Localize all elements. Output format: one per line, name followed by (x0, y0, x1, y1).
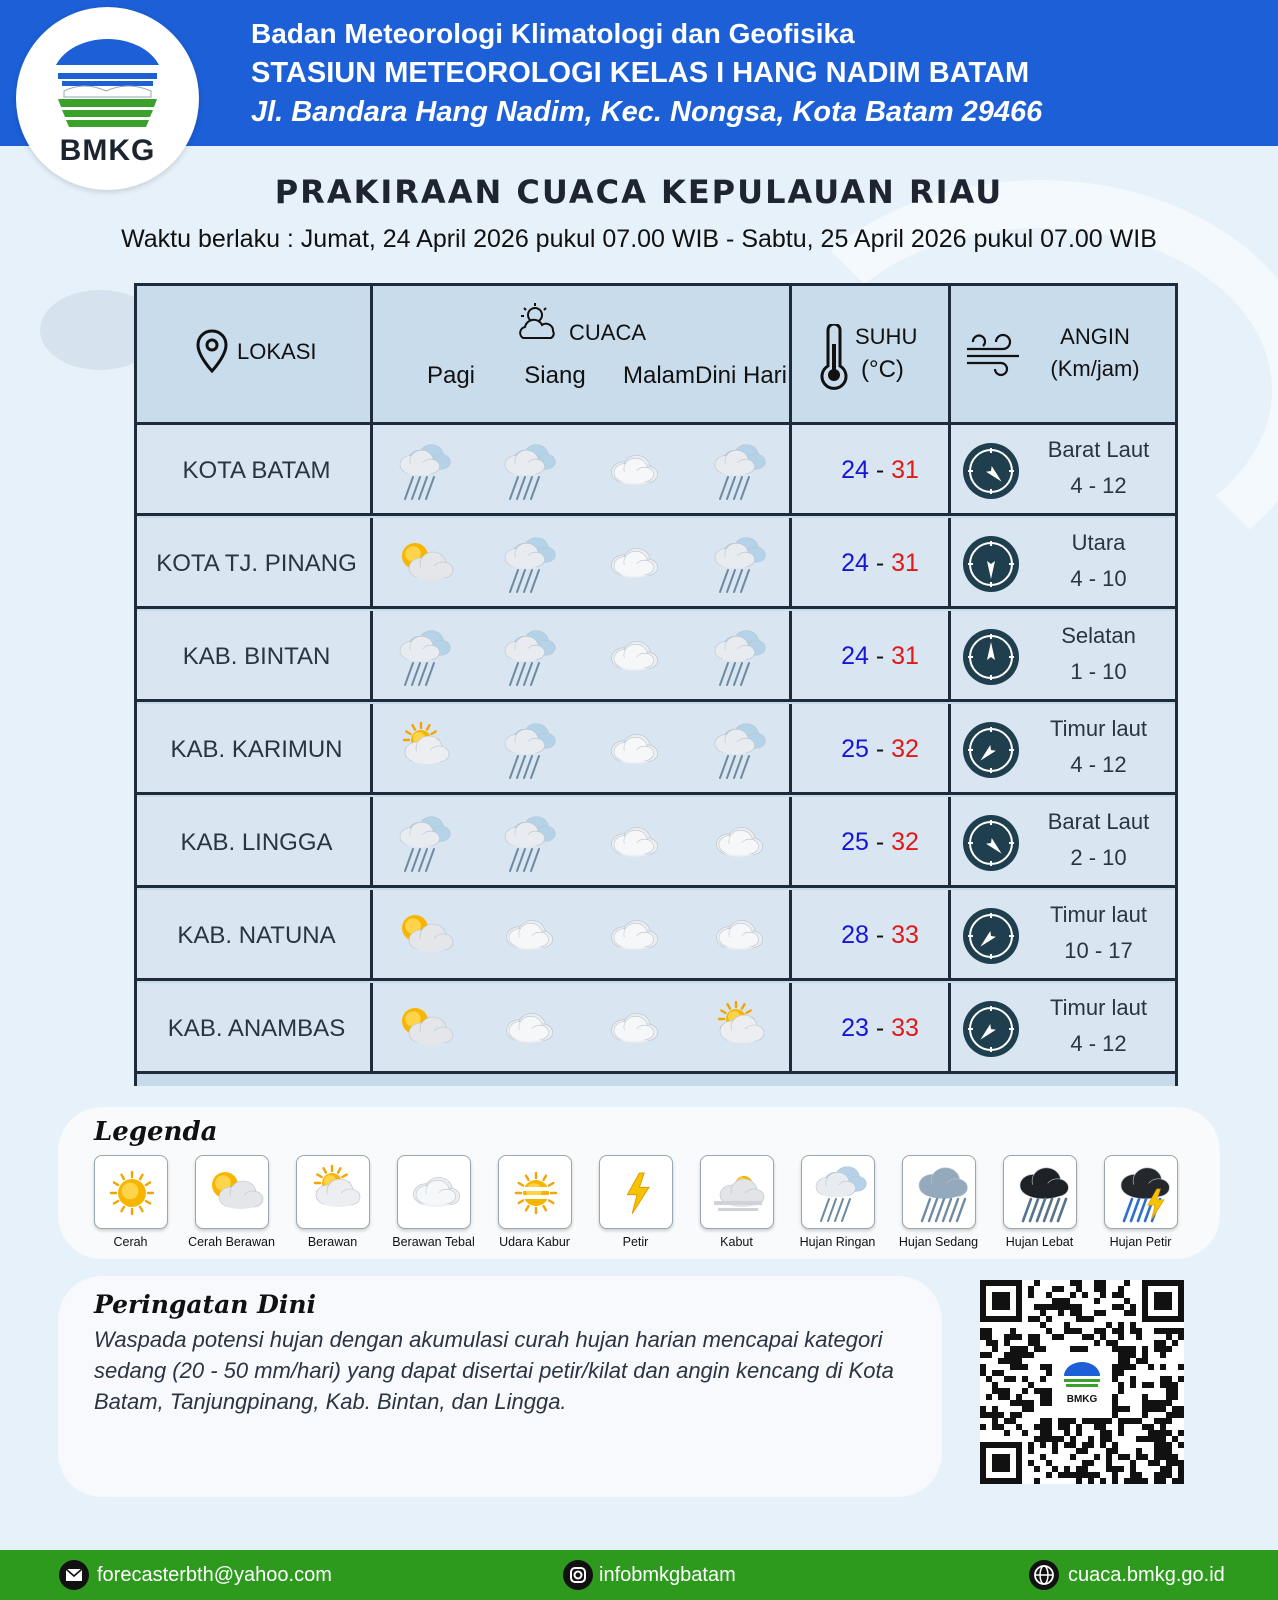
temp-separator: - (868, 642, 892, 670)
location-name: KOTA TJ. PINANG (156, 550, 357, 577)
berawan-tebal-icon (601, 532, 665, 596)
early-warning-panel (58, 1276, 942, 1497)
temp-separator: - (868, 828, 892, 856)
udara-kabur-icon (499, 1156, 573, 1230)
temp-max: 31 (891, 642, 919, 670)
location-name: KOTA BATAM (182, 457, 331, 484)
legend-label: Petir (622, 1235, 649, 1249)
legend-label: Cerah Berawan (188, 1235, 275, 1249)
temp-separator: - (868, 456, 892, 484)
wind-speed: 10 - 17 (1064, 938, 1133, 963)
hujan-ringan-icon (496, 532, 560, 596)
temperature-range (801, 797, 959, 888)
header-divider (370, 286, 373, 425)
wind-speed: 4 - 12 (1070, 473, 1127, 498)
col-location-label: LOKASI (237, 339, 317, 364)
legend-title: Legenda (94, 1117, 218, 1147)
legend-icon-box (801, 1155, 875, 1229)
hujan-ringan-icon (391, 439, 455, 503)
table-row (137, 518, 1175, 609)
qr-logo-text: BMKG (1066, 1394, 1098, 1405)
legend-item (80, 1155, 181, 1249)
wind-direction: Timur laut (1050, 995, 1147, 1020)
compass-icon (962, 1000, 1020, 1058)
row-divider (789, 797, 792, 888)
location-name: KAB. ANAMBAS (167, 1015, 346, 1042)
petir-icon (600, 1156, 674, 1230)
kabut-icon (701, 1156, 775, 1230)
temp-max: 33 (891, 1014, 919, 1042)
row-divider (789, 983, 792, 1074)
footer-bar (0, 1550, 1278, 1600)
legend-item (181, 1155, 282, 1249)
legend-icon-box (94, 1155, 168, 1229)
legend-icon-box (1104, 1155, 1178, 1229)
cerah-icon (95, 1156, 169, 1230)
row-divider (789, 890, 792, 981)
berawan-icon (391, 718, 455, 782)
wind-direction: Utara (1071, 530, 1126, 555)
table-row (137, 425, 1175, 516)
footer-email[interactable]: forecasterbth@yahoo.com (97, 1564, 332, 1586)
temp-min: 25 (841, 735, 869, 763)
compass-icon (962, 814, 1020, 872)
table-header (137, 286, 1175, 425)
location-name: KAB. NATUNA (177, 922, 336, 949)
wind-direction: Barat Laut (1047, 809, 1150, 834)
legend-icon-box (195, 1155, 269, 1229)
wind-speed: 4 - 10 (1070, 566, 1127, 591)
compass-icon (962, 721, 1020, 779)
compass-icon (962, 907, 1020, 965)
cerah-berawan-icon (391, 997, 455, 1061)
legend-panel (58, 1107, 1220, 1259)
footer-website[interactable]: cuaca.bmkg.go.id (1068, 1564, 1225, 1586)
temp-separator: - (868, 921, 892, 949)
page-title: PRAKIRAAN CUACA KEPULAUAN RIAU (274, 173, 1004, 211)
row-divider (789, 704, 792, 795)
col-wind-unit: (Km/jam) (1050, 356, 1140, 381)
compass-icon (962, 442, 1020, 500)
berawan-tebal-icon (706, 811, 770, 875)
wind-icon (963, 331, 1025, 377)
row-divider (789, 611, 792, 702)
qr-code[interactable] (980, 1280, 1184, 1484)
temp-max: 32 (891, 828, 919, 856)
wind-direction: Selatan (1061, 623, 1136, 648)
berawan-tebal-icon (601, 718, 665, 782)
header-divider (948, 286, 951, 425)
legend-item (888, 1155, 989, 1249)
temp-separator: - (868, 1014, 892, 1042)
compass-icon (962, 535, 1020, 593)
warning-title: Peringatan Dini (94, 1290, 317, 1319)
hujan-ringan-icon (496, 811, 560, 875)
legend-label: Cerah (113, 1235, 148, 1249)
legend-label: Udara Kabur (499, 1235, 570, 1249)
hujan-ringan-icon (706, 718, 770, 782)
temp-max: 32 (891, 735, 919, 763)
temperature-range (801, 983, 959, 1074)
legend-icon-box (599, 1155, 673, 1229)
berawan-icon (706, 997, 770, 1061)
temperature-range (801, 704, 959, 795)
hujan-ringan-icon (391, 811, 455, 875)
location-name: KAB. BINTAN (182, 643, 331, 670)
hujan-ringan-icon (496, 625, 560, 689)
email-icon (59, 1560, 89, 1590)
temperature-range (801, 611, 959, 702)
temp-max: 31 (891, 456, 919, 484)
partly-cloudy-icon (515, 302, 559, 342)
header-address: Jl. Bandara Hang Nadim, Kec. Nongsa, Kota Batam 29466 (251, 96, 1043, 128)
table-row (137, 704, 1175, 795)
temp-separator: - (868, 549, 892, 577)
location-name: KAB. LINGGA (180, 829, 333, 856)
col-temp-unit: (°C) (861, 356, 904, 383)
table-row (137, 797, 1175, 888)
hujan-ringan-icon (496, 718, 560, 782)
hujan-ringan-icon (391, 625, 455, 689)
header-station-name: STASIUN METEOROLOGI KELAS I HANG NADIM BATAM (251, 57, 1030, 89)
legend-icon-box (498, 1155, 572, 1229)
temp-separator: - (868, 735, 892, 763)
table-row (137, 983, 1175, 1074)
wind-speed: 4 - 12 (1070, 752, 1127, 777)
temp-max: 31 (891, 549, 919, 577)
temperature-range (801, 425, 959, 516)
period-malam: Malam (622, 362, 695, 389)
legend-icon-box (397, 1155, 471, 1229)
qr-code-icon (980, 1280, 1184, 1484)
hujan-ringan-icon (496, 439, 560, 503)
globe-icon (1029, 1560, 1059, 1590)
legend-label: Hujan Petir (1109, 1235, 1172, 1249)
cerah-berawan-icon (196, 1156, 270, 1230)
legend-label: Hujan Sedang (898, 1235, 979, 1249)
warning-text: Waspada potensi hujan dengan akumulasi curah hujan harian mencapai kategori sedang (20 - 50 mm/hari) yang dapat disertai petir/kilat dan angin kencang di Kota Batam, Tanjungpinang, Kab. Bintan, dan Lingga. (94, 1327, 894, 1414)
berawan-tebal-icon (601, 625, 665, 689)
period-siang: Siang (524, 362, 586, 389)
header-org-name: Badan Meteorologi Klimatologi dan Geofisika (251, 18, 855, 49)
forecast-table (134, 283, 1178, 1086)
berawan-tebal-icon (496, 904, 560, 968)
temperature-range (801, 890, 959, 981)
hujan-ringan-icon (706, 439, 770, 503)
location-pin-icon (195, 328, 229, 374)
wind-speed: 1 - 10 (1070, 659, 1127, 684)
legend-label: Hujan Lebat (1005, 1235, 1074, 1249)
temperature-range (801, 518, 959, 609)
legend-icon-box (1003, 1155, 1077, 1229)
col-weather-label: CUACA (569, 320, 647, 345)
legend-label: Hujan Ringan (799, 1235, 876, 1249)
cerah-berawan-icon (391, 532, 455, 596)
legend-item (585, 1155, 686, 1249)
berawan-tebal-icon (398, 1156, 472, 1230)
berawan-tebal-icon (601, 811, 665, 875)
temp-min: 24 (841, 456, 869, 484)
temp-min: 23 (841, 1014, 869, 1042)
berawan-tebal-icon (601, 439, 665, 503)
legend-item (282, 1155, 383, 1249)
period-dini-hari: Dini Hari (694, 362, 787, 389)
wind-speed: 2 - 10 (1070, 845, 1127, 870)
col-temp-label: SUHU (855, 324, 918, 349)
hujan-ringan-icon (802, 1156, 876, 1230)
temp-min: 24 (841, 642, 869, 670)
bmkg-logo (16, 7, 199, 190)
legend-item (787, 1155, 888, 1249)
hujan-ringan-icon (706, 625, 770, 689)
thermometer-icon (817, 324, 851, 390)
row-divider (789, 518, 792, 609)
wind-direction: Barat Laut (1047, 437, 1150, 462)
berawan-tebal-icon (601, 904, 665, 968)
temp-max: 33 (891, 921, 919, 949)
temp-min: 24 (841, 549, 869, 577)
hujan-ringan-icon (706, 532, 770, 596)
wind-direction: Timur laut (1050, 716, 1147, 741)
legend-label: Berawan Tebal (392, 1235, 475, 1249)
temp-min: 28 (841, 921, 869, 949)
hujan-sedang-icon (903, 1156, 977, 1230)
header-divider (789, 286, 792, 425)
row-divider (789, 425, 792, 516)
wind-speed: 4 - 12 (1070, 1031, 1127, 1056)
hujan-lebat-icon (1004, 1156, 1078, 1230)
berawan-tebal-icon (496, 997, 560, 1061)
legend-item (1090, 1155, 1191, 1249)
instagram-icon (563, 1560, 593, 1590)
legend-item (989, 1155, 1090, 1249)
legend-item (686, 1155, 787, 1249)
legend-icon-box (902, 1155, 976, 1229)
berawan-tebal-icon (706, 904, 770, 968)
legend-label: Berawan (307, 1235, 358, 1249)
period-pagi: Pagi (426, 362, 476, 389)
hujan-petir-icon (1105, 1156, 1179, 1230)
table-row (137, 611, 1175, 702)
location-name: KAB. KARIMUN (170, 736, 343, 763)
wind-direction: Timur laut (1050, 902, 1147, 927)
berawan-icon (297, 1156, 371, 1230)
col-wind-label: ANGIN (1060, 324, 1130, 349)
table-row (137, 890, 1175, 981)
temp-min: 25 (841, 828, 869, 856)
berawan-tebal-icon (601, 997, 665, 1061)
validity-period: Waktu berlaku : Jumat, 24 April 2026 pukul 07.00 WIB - Sabtu, 25 April 2026 pukul 07.00 WIB (121, 225, 1157, 253)
bmkg-logo-text: BMKG (59, 134, 156, 167)
legend-label: Kabut (720, 1235, 753, 1249)
footer-instagram[interactable]: infobmkgbatam (599, 1564, 736, 1586)
legend-icon-box (700, 1155, 774, 1229)
legend-icon-box (296, 1155, 370, 1229)
legend-item (383, 1155, 484, 1249)
legend-item (484, 1155, 585, 1249)
compass-icon (962, 628, 1020, 686)
cerah-berawan-icon (391, 904, 455, 968)
